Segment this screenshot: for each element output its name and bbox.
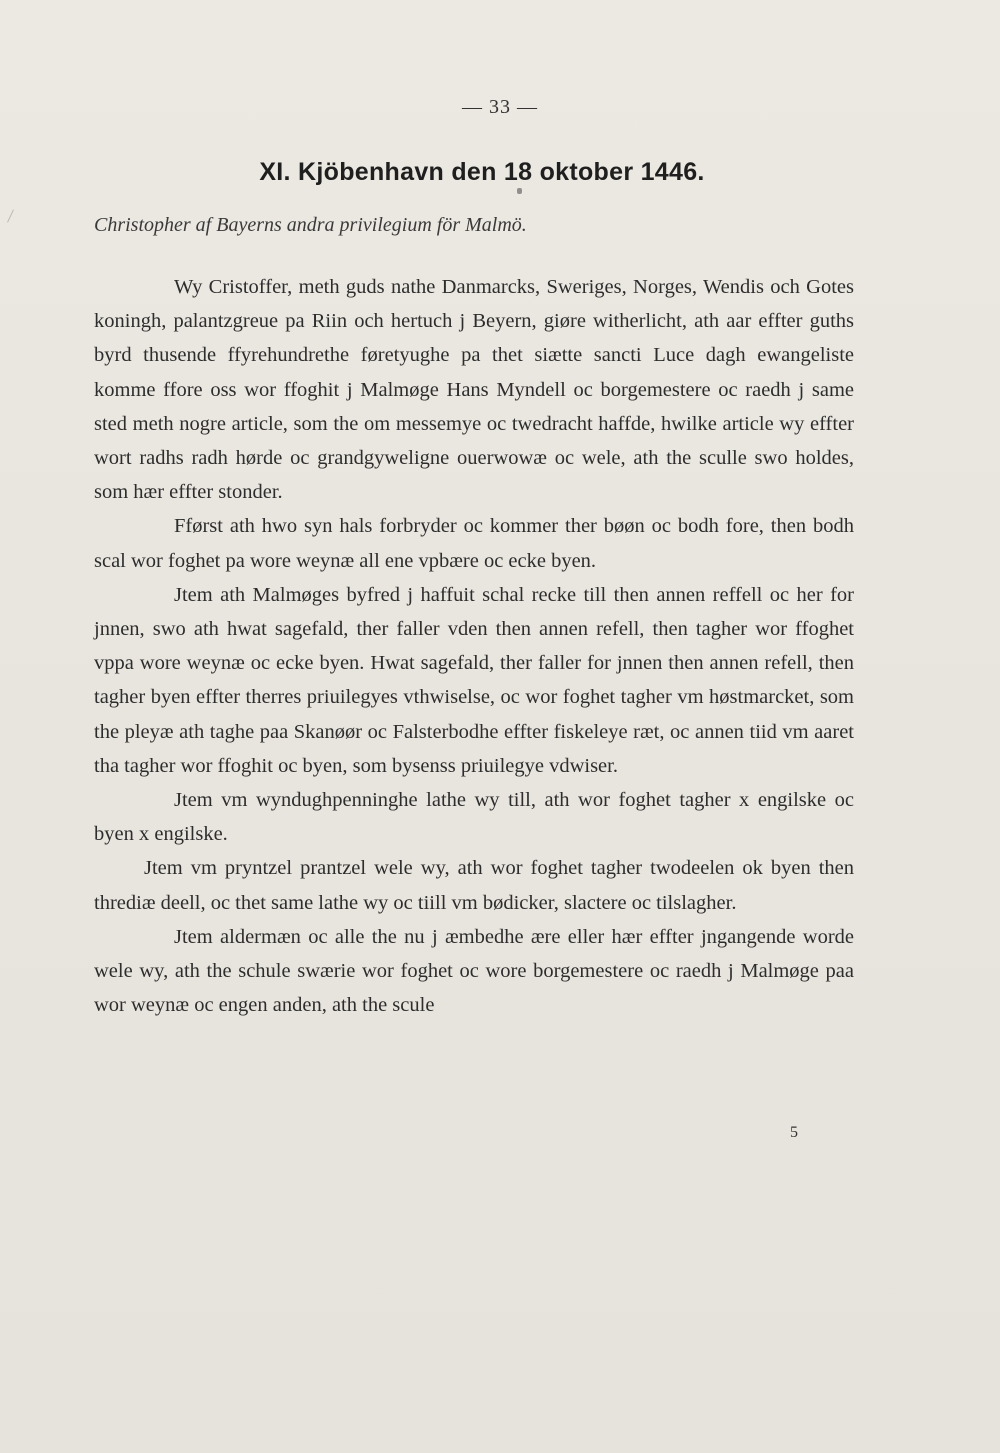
paragraph-1: Wy Cristoffer, meth guds nathe Danmarcks, Sweriges, Norges, Wendis och Gotes koningh, palantzgreue pa Riin och hertuch j Beyern, gіøre witherlicht, ath aar effter guths byrd thusende ffyrehundrethe føretyughe pa thet siætte sancti Luce dagh ewangeliste komme ffore oss wor ffoghit j Malmøge Hans Myndell oc borgemestere oc raedh j same sted meth nogre article, som the om messemye oc twedracht haffde, hwilke article wy effter wort radhs radh hørde oc grandgyweligne ouerwowæ oc wele, ath the sculle swo holdes, som hær effter stonder. [94, 276, 854, 504]
document-heading: XI. Kjöbenhavn den 18 oktober 1446. [259, 158, 705, 186]
document-subtitle: Christopher af Bayerns andra privilegium för Malmö. [94, 214, 527, 236]
signature-mark: 5 [790, 1124, 798, 1141]
margin-mark [7, 209, 14, 222]
paragraph-5: Jtem vm pryntzel prantzel wele wy, ath wor foghet tagher twodeelen ok byen then thrediæ deell, oc thet same lathe wy oc tiill vm bødicker, slactere oc tilslagher. [94, 857, 854, 914]
paragraph-4: Jtem vm wyndughpenninghe lathe wy till, ath wor foghet tagher x engilske oc byen x engilske. [94, 789, 854, 846]
paragraph-6: Jtem aldermæn oc alle the nu j æmbedhe ære eller hær effter jngangende worde wele wy, ath the schule swærie wor foghet oc wore borgemestere oc raedh j Malmøge paa wor weynæ oc engen anden, ath the scule [94, 925, 854, 1017]
document-body [94, 270, 854, 1022]
page-number: — 33 — [462, 96, 538, 118]
paragraph-2: Fførst ath hwo syn hals forbryder oc kommer ther bøøn oc bodh fore, then bodh scal wor foghet pa wore weynæ all ene vpbære oc ecke byen. [94, 515, 854, 572]
paragraph-3: Jtem ath Malmøges byfred j haffuit schal recke till then annen reffell oc her for jnnen, swo ath hwat sagefald, ther faller vden then annen refell, then tagher wor ffoghet vppa wore weynæ oc ecke byen. Hwat sagefald, ther faller for jnnen then annen refell, then tagher byen effter therres priuilegyes vthwiselse, oc wor foghet tagher vm høstmarcket, som the pleyæ ath taghe paa Skanøør oc Falsterbodhe effter fiskeleye ræt, oc annen tiid vm aaret tha tagher wor ffoghit oc byen, som bysenss priuilegye vdwiser. [94, 583, 854, 777]
ink-smudge [517, 188, 522, 194]
